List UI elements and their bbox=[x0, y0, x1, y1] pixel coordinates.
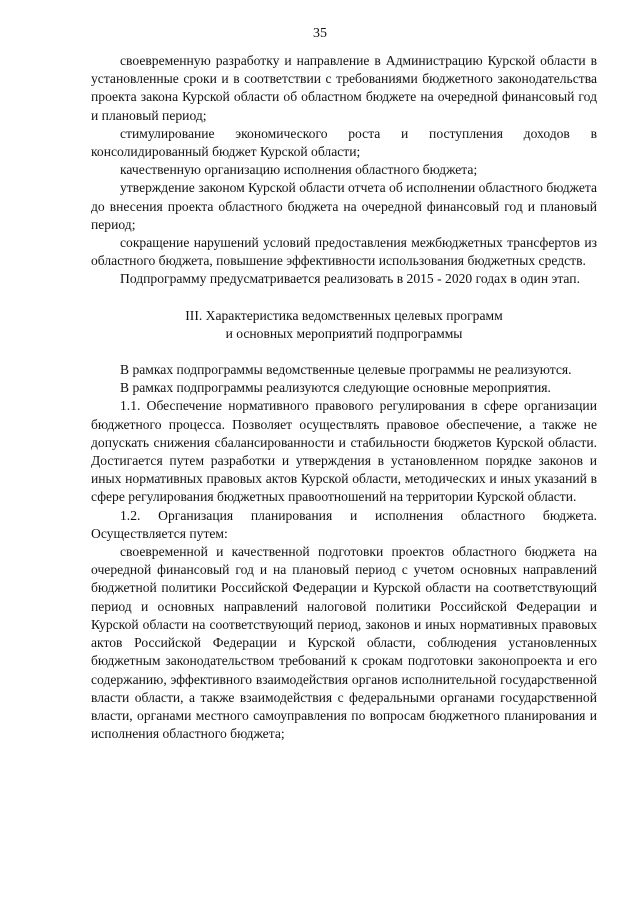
paragraph: утверждение законом Курской области отчета об исполнении областного бюджета до внесения проекта областного бюджета на очередной финансовый год и плановый период; bbox=[91, 180, 598, 232]
paragraph: сокращение нарушений условий предоставления межбюджетных трансфертов из областного бюджета, повышение эффективности использования бюджетных средств. bbox=[91, 235, 597, 269]
spacer bbox=[91, 289, 597, 307]
paragraph: качественную организацию исполнения областного бюджета; bbox=[120, 162, 478, 178]
paragraph: Подпрограмму предусматривается реализовать в 2015 - 2020 годах в один этап. bbox=[120, 271, 580, 287]
paragraph: своевременной и качественной подготовки проектов областного бюджета на очередной финансовый год и на плановый период с учетом основных направлений бюджетной политики Российской Федерации и Курской области на соответствующий период и основных направлений налоговой политики Российской Федерации и Курской области на соответствующий период, законов и иных нормативных правовых актов Российской Федерации и Курской области, соблюдения установленных бюджетным законодательством требований к срокам подготовки законопроекта и его содержанию, эффективного взаимодействия органов исполнительной государственной власти области, а также взаимодействия с федеральными органами государственной власти, органами местного самоуправления по вопросам бюджетного планирования и исполнения областного бюджета; bbox=[91, 544, 597, 742]
paragraph: 1.1. Обеспечение нормативного правового регулирования в сфере организации бюджетного процесса. Позволяет осуществлять правовое обеспечение, а также не допускать снижения сбалансированности и стабильности бюджетов Курской области. Достигается путем разработки и утверждения в установленном порядке законов и иных нормативных правовых актов Курской области, методических и иных указаний в сфере регулирования бюджетных правоотношений на территории Курской области. bbox=[91, 398, 597, 505]
section-heading-line: и основных мероприятий подпрограммы bbox=[225, 325, 463, 341]
paragraph: своевременную разработку и направление в Администрацию Курской области в установленные сроки и в соответствии с требованиями бюджетного законодательства проекта закона Курской области об областном бюджете на очередной финансовый год и плановый период; bbox=[91, 53, 597, 123]
document-body bbox=[91, 52, 597, 743]
spacer bbox=[91, 343, 597, 361]
paragraph: 1.2. Организация планирования и исполнения областного бюджета. Осуществляется путем: bbox=[91, 507, 597, 541]
page-number: 35 bbox=[313, 26, 327, 41]
paragraph: В рамках подпрограммы реализуются следующие основные мероприятия. bbox=[120, 380, 551, 396]
paragraph: стимулирование экономического роста и поступления доходов в консолидированный бюджет Курской области; bbox=[91, 125, 597, 160]
section-heading bbox=[91, 307, 597, 343]
paragraph: В рамках подпрограммы ведомственные целевые программы не реализуются. bbox=[120, 362, 572, 378]
section-heading-line: III. Характеристика ведомственных целевых программ bbox=[185, 307, 503, 323]
